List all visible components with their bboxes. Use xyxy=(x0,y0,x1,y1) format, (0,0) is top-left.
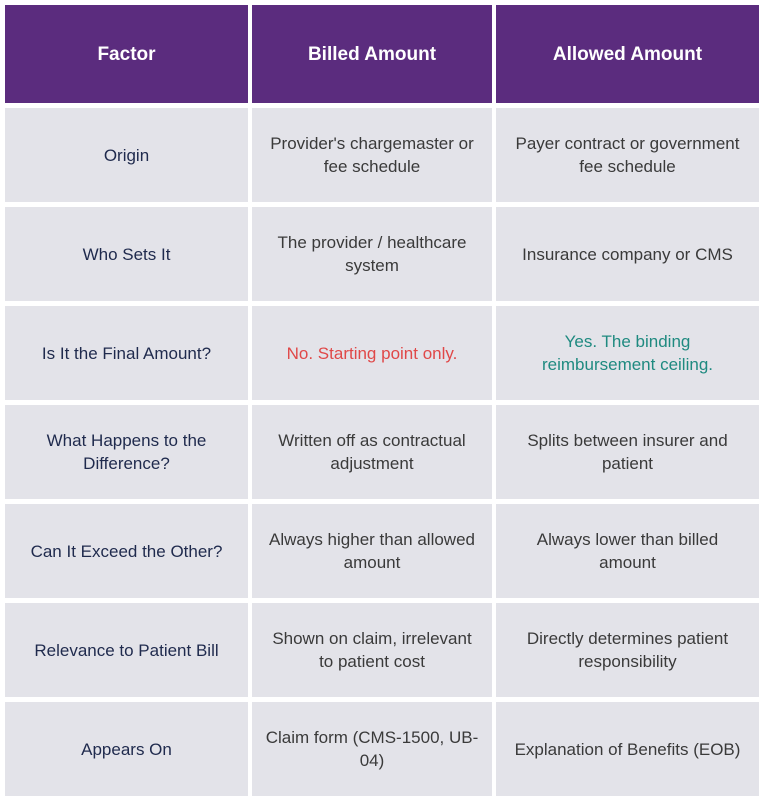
allowed-value: Payer contract or government fee schedule xyxy=(515,134,740,176)
allowed-value-positive: Yes. The binding reimbursement ceiling. xyxy=(541,332,713,374)
allowed-value: Splits between insurer and patient xyxy=(527,431,728,473)
allowed-value: Insurance company or CMS xyxy=(522,244,733,264)
row-exceed-factor xyxy=(5,504,248,598)
billed-value: Provider's chargemaster or fee schedule xyxy=(270,134,474,176)
allowed-value: Explanation of Benefits (EOB) xyxy=(514,739,741,759)
row-who-sets-it-allowed xyxy=(496,207,759,301)
billed-value: The provider / healthcare system xyxy=(277,233,467,275)
row-appears-on-allowed xyxy=(496,702,759,796)
billed-value: Claim form (CMS-1500, UB-04) xyxy=(265,728,479,770)
row-final-amount-allowed xyxy=(496,306,759,400)
row-exceed-billed xyxy=(252,504,492,598)
header-billed-amount xyxy=(252,5,492,103)
factor-label: Can It Exceed the Other? xyxy=(30,541,223,561)
header-factor-label: Factor xyxy=(97,43,156,65)
factor-label: What Happens to the Difference? xyxy=(46,431,207,473)
row-final-amount-billed xyxy=(252,306,492,400)
header-factor xyxy=(5,5,248,103)
row-difference-factor xyxy=(5,405,248,499)
factor-label: Is It the Final Amount? xyxy=(41,343,212,363)
row-difference-billed xyxy=(252,405,492,499)
header-billed-label: Billed Amount xyxy=(307,43,437,65)
billed-value: Shown on claim, irrelevant to patient cost xyxy=(272,629,472,671)
row-exceed-allowed xyxy=(496,504,759,598)
header-allowed-amount xyxy=(496,5,759,103)
row-final-amount-factor xyxy=(5,306,248,400)
factor-label: Relevance to Patient Bill xyxy=(34,640,219,660)
header-allowed-label: Allowed Amount xyxy=(552,43,703,65)
factor-label: Origin xyxy=(103,145,150,165)
row-appears-on-factor xyxy=(5,702,248,796)
row-appears-on-billed xyxy=(252,702,492,796)
row-who-sets-it-billed xyxy=(252,207,492,301)
billed-value: Always higher than allowed amount xyxy=(268,530,475,572)
row-who-sets-it-factor xyxy=(5,207,248,301)
billed-value-negative: No. Starting point only. xyxy=(286,343,458,363)
row-difference-allowed xyxy=(496,405,759,499)
billed-value: Written off as contractual adjustment xyxy=(278,431,466,473)
row-relevance-billed xyxy=(252,603,492,697)
factor-label: Appears On xyxy=(81,739,172,759)
row-origin-allowed xyxy=(496,108,759,202)
row-origin-billed xyxy=(252,108,492,202)
row-origin-factor xyxy=(5,108,248,202)
allowed-value: Directly determines patient responsibility xyxy=(526,629,729,671)
row-relevance-factor xyxy=(5,603,248,697)
allowed-value: Always lower than billed amount xyxy=(536,530,719,572)
row-relevance-allowed xyxy=(496,603,759,697)
factor-label: Who Sets It xyxy=(82,244,171,264)
